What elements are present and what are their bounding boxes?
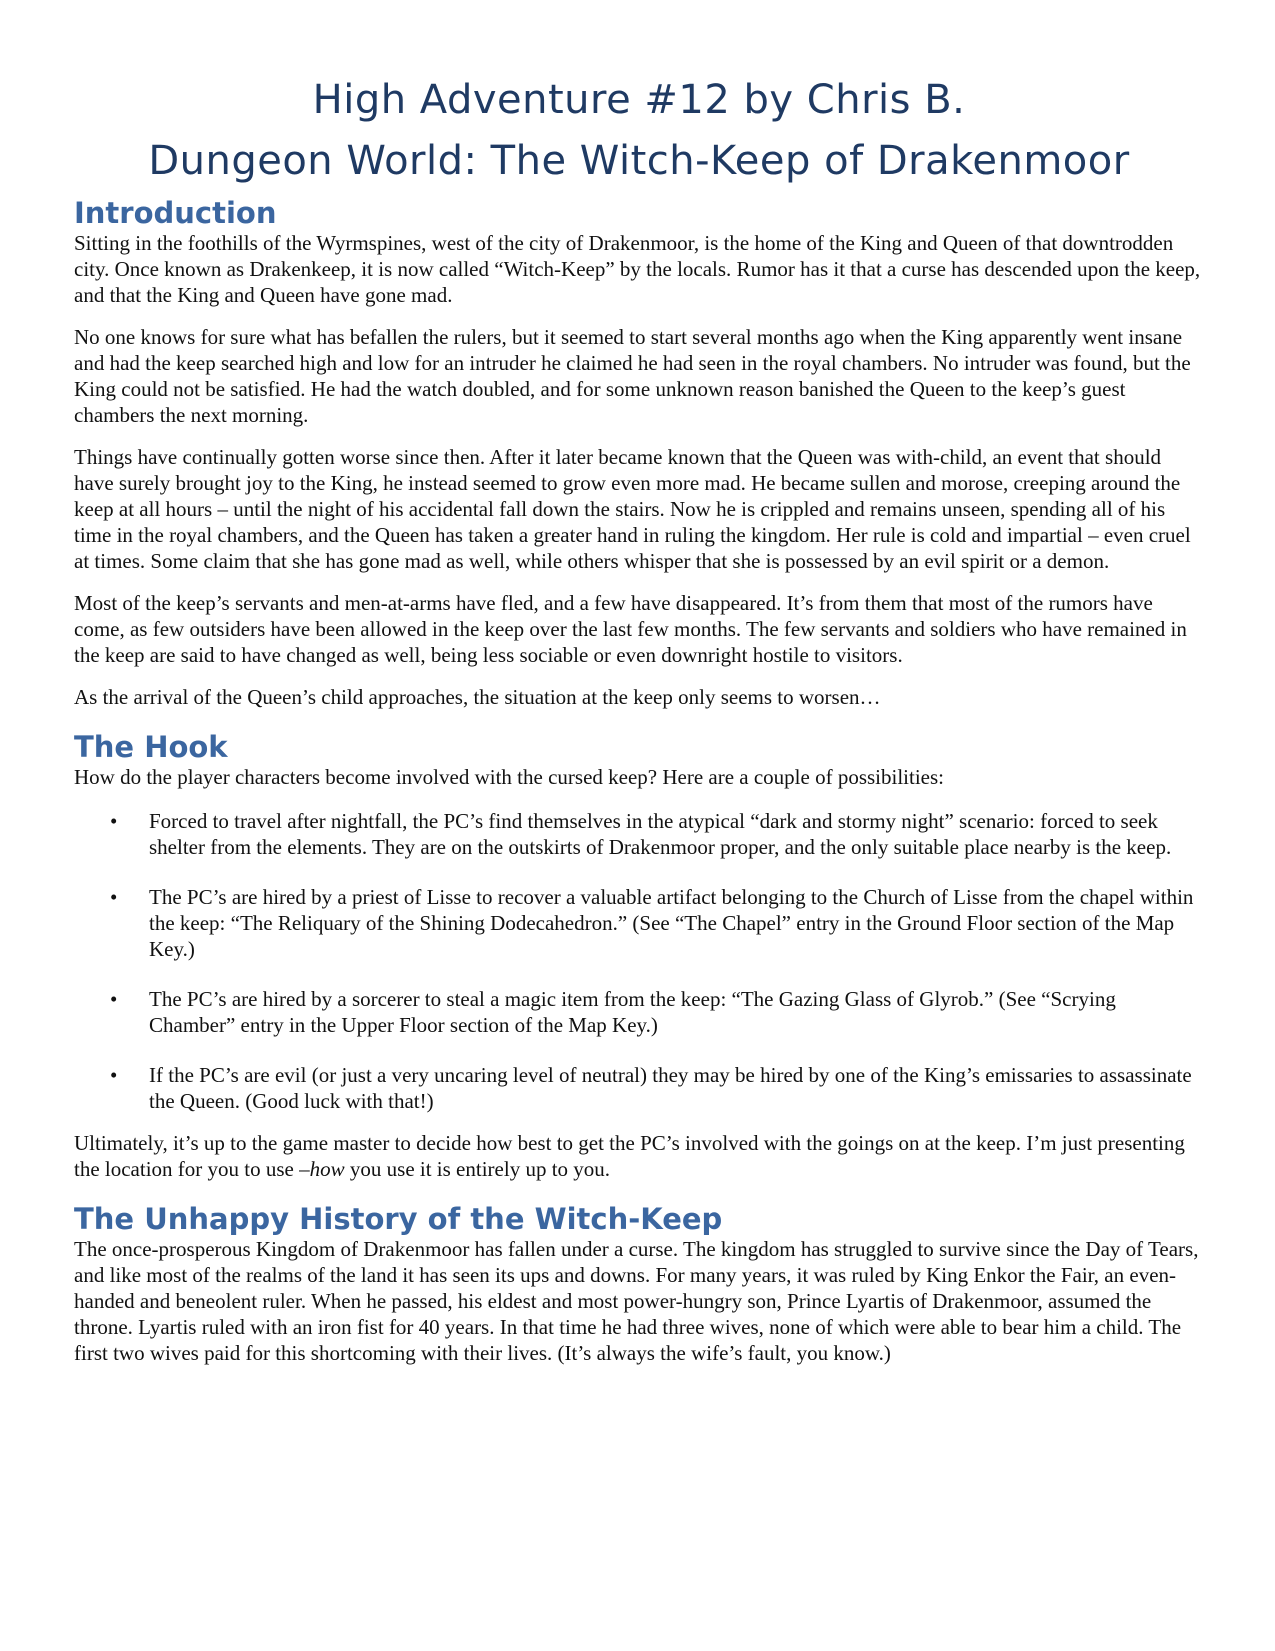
list-item	[74, 884, 1204, 962]
list-item	[74, 986, 1204, 1038]
list-item	[74, 808, 1204, 860]
heading-history: The Unhappy History of the Witch-Keep	[74, 1202, 723, 1236]
bullet-icon: •	[110, 885, 118, 909]
history-paragraph: The once-prosperous Kingdom of Drakenmoor has fallen under a curse. The kingdom has struggled to survive since the Day of Tears, and like most of the realms of the land it has seen its ups and downs. For many years, it was ruled by King Enkor the Fair, an even-handed and beneolent ruler. When he passed, his eldest and most power-hungry son, Prince Lyartis of Drakenmoor, assumed the throne. Lyartis ruled with an iron fist for 40 years. In that time he had three wives, none of which were able to bear him a child. The first two wives paid for this shortcoming with their lives. (It’s always the wife’s fault, you know.)	[74, 1237, 1199, 1365]
hook-closing-text-end: you use it is entirely up to you.	[344, 1157, 611, 1181]
list-item-text: Forced to travel after nightfall, the PC’s find themselves in the atypical “dark and stormy night” scenario: forced to seek shelter from the elements. They are on the outskirts of Drakenmoor proper, and the only suitable place nearby is the keep.	[149, 809, 1172, 859]
intro-paragraph-2: No one knows for sure what has befallen the rulers, but it seemed to start several months ago when the King apparently went insane and had the keep searched high and low for an intruder he claimed he had seen in the royal chambers. No intruder was found, but the King could not be satisfied. He had the watch doubled, and for some unknown reason banished the Queen to the keep’s guest chambers the next morning.	[74, 325, 1191, 427]
bullet-icon: •	[110, 809, 118, 833]
bullet-icon: •	[110, 1063, 118, 1087]
heading-introduction: Introduction	[74, 196, 277, 230]
hook-closing-emphasis: how	[309, 1157, 345, 1181]
intro-paragraph-1: Sitting in the foothills of the Wyrmspines, west of the city of Drakenmoor, is the home of the King and Queen of that downtrodden city. Once known as Drakenkeep, it is now called “Witch-Keep” by the locals. Rumor has it that a curse has descended upon the keep, and that the King and Queen have gone mad.	[74, 231, 1201, 307]
list-item-text: If the PC’s are evil (or just a very uncaring level of neutral) they may be hired by one of the King’s emissaries to assassinate the Queen. (Good luck with that!)	[149, 1063, 1192, 1113]
title-line-2: Dungeon World: The Witch-Keep of Drakenmoor	[148, 138, 1130, 184]
bullet-icon: •	[110, 987, 118, 1011]
intro-paragraph-4: Most of the keep’s servants and men-at-arms have fled, and a few have disappeared. It’s from them that most of the rumors have come, as few outsiders have been allowed in the keep over the last few months. The few servants and soldiers who have remained in the keep are said to have changed as well, being less sociable or even downright hostile to visitors.	[74, 591, 1187, 667]
list-item	[74, 1062, 1204, 1114]
document-title	[74, 70, 1204, 192]
title-line-1: High Adventure #12 by Chris B.	[312, 77, 966, 123]
hook-closing	[74, 1130, 1204, 1182]
intro-paragraph-5: As the arrival of the Queen’s child approaches, the situation at the keep only seems to worsen…	[74, 685, 881, 709]
list-item-text: The PC’s are hired by a priest of Lisse to recover a valuable artifact belonging to the Church of Lisse from the chapel within the keep: “The Reliquary of the Shining Dodecahedron.” (See “The Chapel” entry in the Ground Floor section of the Map Key.)	[149, 885, 1194, 961]
intro-paragraph-3: Things have continually gotten worse since then. After it later became known that the Queen was with-child, an event that should have surely brought joy to the King, he instead seemed to grow even more mad. He became sullen and morose, creeping around the keep at all hours – until the night of his accidental fall down the stairs. Now he is crippled and remains unseen, spending all of his time in the royal chambers, and the Queen has taken a greater hand in ruling the kingdom. Her rule is cold and impartial – even cruel at times. Some claim that she has gone mad as well, while others whisper that she is possessed by an evil spirit or a demon.	[74, 445, 1191, 573]
hook-intro: How do the player characters become involved with the cursed keep? Here are a couple of possibilities:	[74, 765, 945, 789]
hook-closing-text: Ultimately, it’s up to the game master to decide how best to get the PC’s involved with the goings on at the keep. I’m just presenting the location for you to use –	[74, 1131, 1185, 1181]
heading-the-hook: The Hook	[74, 730, 228, 764]
hook-list	[74, 808, 1204, 1114]
list-item-text: The PC’s are hired by a sorcerer to steal a magic item from the keep: “The Gazing Glass of Glyrob.” (See “Scrying Chamber” entry in the Upper Floor section of the Map Key.)	[149, 987, 1116, 1037]
document-page	[74, 70, 1204, 1382]
